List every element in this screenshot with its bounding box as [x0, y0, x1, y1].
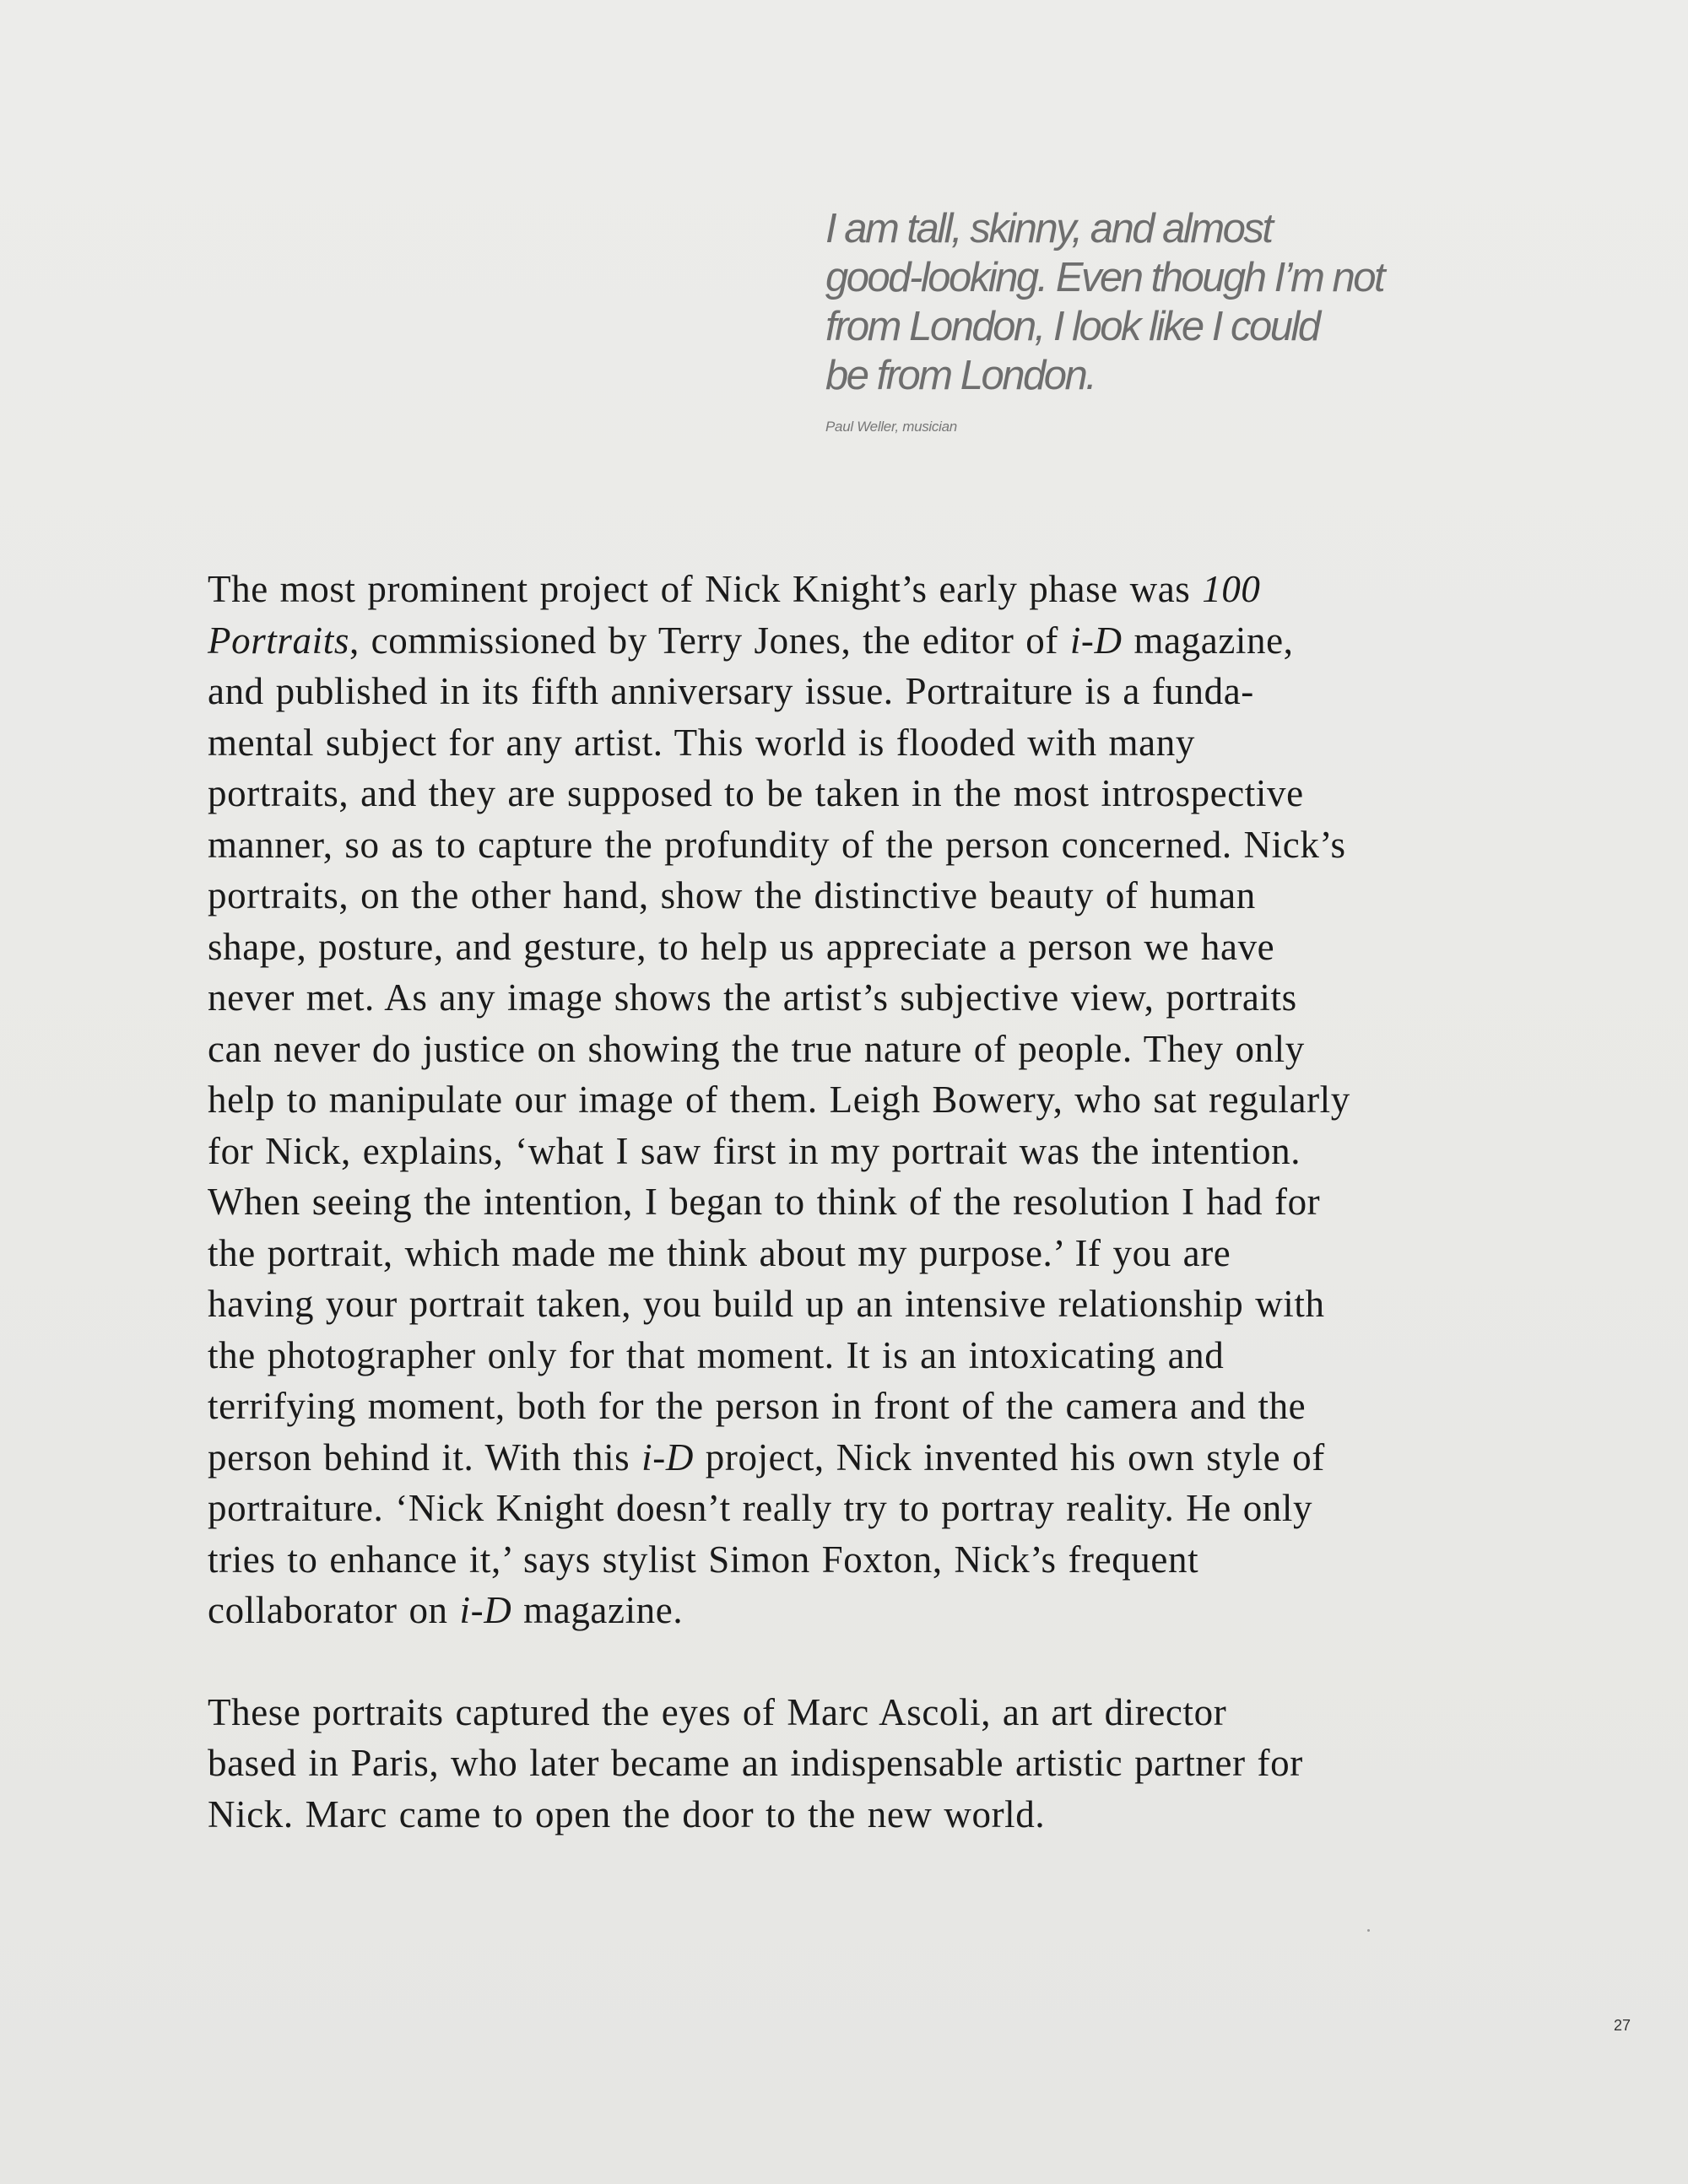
- quote-text: [825, 204, 1467, 400]
- text-line: portraits, on the other hand, show the distinctive beauty of human: [208, 874, 1256, 916]
- italic-title: i-D: [1069, 619, 1123, 662]
- paragraph-2: [208, 1687, 1457, 1841]
- text-line: shape, posture, and gesture, to help us appreciate a person we have: [208, 925, 1275, 968]
- text-line: person behind it. With this i-D project, Nick invented his own style of: [208, 1435, 1325, 1479]
- text-line: collaborator on i-D magazine.: [208, 1589, 684, 1631]
- quote-attribution: Paul Weller, musician: [825, 419, 957, 435]
- text-line: never met. As any image shows the artist’s subjective view, portraits: [208, 976, 1297, 1019]
- text-line: mental subject for any artist. This world is flooded with many: [208, 721, 1195, 764]
- quote-line: from London, I look like I could: [825, 304, 1319, 349]
- text-line: portraiture. ‘Nick Knight doesn’t really try to portray reality. He only: [208, 1487, 1313, 1529]
- text-line: The most prominent project of Nick Knight’s early phase was 100: [208, 568, 1261, 610]
- text-line: based in Paris, who later became an indispensable artistic partner for: [208, 1742, 1303, 1784]
- text-line: tries to enhance it,’ says stylist Simon Foxton, Nick’s frequent: [208, 1538, 1199, 1581]
- italic-title: i-D: [641, 1435, 694, 1479]
- text-line: Nick. Marc came to open the door to the new world.: [208, 1792, 1046, 1835]
- text-line: can never do justice on showing the true nature of people. They only: [208, 1027, 1305, 1070]
- text-line: Portraits, commissioned by Terry Jones, the editor of i-D magazine,: [208, 619, 1294, 662]
- text-line: and published in its fifth anniversary issue. Portraiture is a funda-: [208, 670, 1254, 712]
- italic-title: i-D: [459, 1589, 512, 1631]
- paragraph-1: [208, 564, 1457, 1636]
- body-text: [208, 564, 1457, 1840]
- text-line: portraits, and they are supposed to be taken in the most introspective: [208, 772, 1304, 814]
- quote-line: be from London.: [825, 353, 1096, 398]
- text-line: for Nick, explains, ‘what I saw first in my portrait was the intention.: [208, 1129, 1301, 1172]
- quote-line: I am tall, skinny, and almost: [825, 206, 1272, 251]
- text-line: help to manipulate our image of them. Leigh Bowery, who sat regularly: [208, 1078, 1350, 1121]
- text-line: terrifying moment, both for the person in front of the camera and the: [208, 1385, 1307, 1427]
- quote-line: good-looking. Even though I’m not: [825, 255, 1384, 300]
- text-line: having your portrait taken, you build up an intensive relationship with: [208, 1283, 1325, 1325]
- text-line: When seeing the intention, I began to think of the resolution I had for: [208, 1181, 1321, 1223]
- italic-title: 100: [1202, 568, 1261, 610]
- text-line: the portrait, which made me think about my purpose.’ If you are: [208, 1231, 1231, 1274]
- italic-title: Portraits: [208, 619, 349, 662]
- page-number: 27: [1614, 2017, 1631, 2034]
- text-line: the photographer only for that moment. It is an intoxicating and: [208, 1333, 1225, 1376]
- pull-quote: [825, 204, 1467, 435]
- text-line: These portraits captured the eyes of Marc Ascoli, an art director: [208, 1690, 1227, 1733]
- text-line: manner, so as to capture the profundity of the person concerned. Nick’s: [208, 823, 1346, 866]
- paper-speck: [1367, 1929, 1370, 1932]
